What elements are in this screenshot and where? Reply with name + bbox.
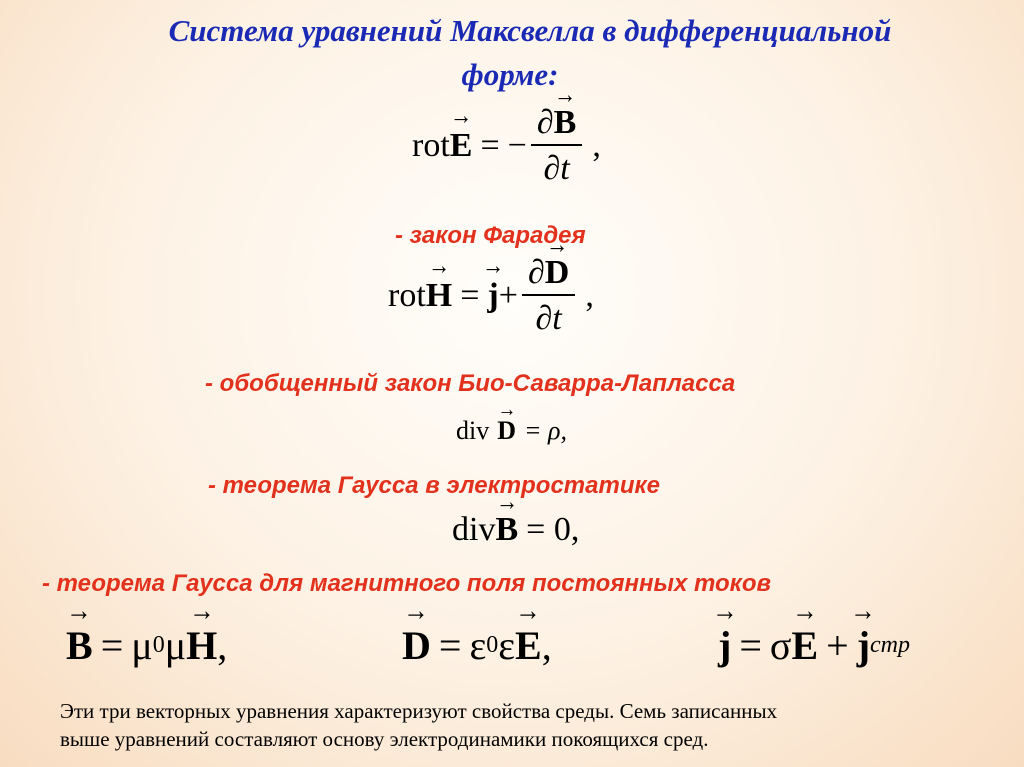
comma: , (217, 623, 228, 668)
epsilon-symbol: ε (498, 623, 516, 668)
vector-h: → H (426, 277, 452, 315)
law-label-biot-savart: - обобщенный закон Био-Саварра-Лапласса (205, 370, 736, 397)
subscript-zero: 0 (152, 632, 165, 658)
equals-sign: = (100, 623, 124, 668)
fraction-bar (531, 144, 583, 146)
equals-sign: = (460, 277, 480, 314)
footer-line2: выше уравнений составляют основу электродинамики покоящихся сред. (60, 727, 709, 751)
vector-j: → j (857, 622, 870, 669)
vector-d: → D (497, 416, 516, 446)
plus-sign: + (826, 623, 849, 668)
vector-e: → E (515, 622, 542, 669)
vector-d: → D (402, 622, 431, 669)
equals-sign: = (438, 623, 462, 668)
fraction-db-dt (531, 106, 583, 186)
plus-sign: + (498, 277, 518, 314)
subscript-zero: 0 (486, 632, 499, 658)
footer-line1: Эти три векторных уравнения характеризуют свойства среды. Семь записанных (60, 699, 778, 723)
fraction-denominator: ∂t (535, 300, 562, 337)
slide-title-line2: форме: (461, 57, 559, 92)
equation-rhs: = 0, (526, 511, 580, 548)
equals-sign: = (739, 623, 762, 668)
minus-sign: − (507, 127, 527, 164)
div-operator: div (456, 416, 490, 445)
comma: , (541, 623, 552, 668)
vector-e: → E (450, 127, 473, 165)
faraday-equation (412, 106, 601, 186)
comma: , (592, 127, 601, 164)
constitutive-b-h (66, 622, 227, 669)
rot-operator: rot (412, 127, 450, 164)
footer-text (60, 697, 960, 753)
vector-e: → E (791, 622, 818, 669)
subscript-str: стр (870, 632, 911, 658)
fraction-numerator (531, 106, 583, 140)
law-label-faraday: - закон Фарадея (395, 222, 586, 249)
gauss-magnetic-equation (452, 511, 579, 549)
ampere-maxwell-equation (388, 256, 594, 336)
fraction-denominator: ∂t (543, 150, 570, 187)
vector-b: → B (66, 622, 93, 669)
comma: , (585, 277, 594, 314)
partial-symbol: ∂ (536, 104, 554, 141)
div-operator: div (452, 511, 496, 548)
fraction-bar (522, 294, 575, 296)
rot-operator: rot (388, 277, 426, 314)
vector-b: → B (495, 511, 518, 549)
equals-sign: = (480, 127, 500, 164)
partial-symbol: ∂ (527, 254, 545, 291)
mu-symbol: μ (164, 623, 187, 668)
fraction-numerator (522, 256, 575, 290)
mu-symbol: μ (131, 623, 153, 668)
vector-h: → H (186, 622, 217, 669)
vector-j: → j (487, 277, 498, 315)
vector-j: → j (718, 622, 731, 669)
law-label-gauss-electrostatics: - теорема Гаусса в электростатике (208, 472, 661, 499)
equation-rhs: = ρ, (524, 416, 568, 445)
fraction-dd-dt (522, 256, 575, 336)
vector-d: → D (545, 256, 570, 290)
constitutive-j-e (718, 622, 910, 669)
law-label-gauss-magnetic: - теорема Гаусса для магнитного поля постоянных токов (42, 570, 771, 597)
sigma-symbol: σ (769, 623, 792, 668)
vector-b: → B (554, 106, 577, 140)
constitutive-d-e (402, 622, 552, 669)
slide-title-line1: Система уравнений Максвелла в дифференциальной (168, 13, 892, 48)
epsilon-symbol: ε (469, 623, 487, 668)
gauss-electric-equation (456, 416, 567, 446)
